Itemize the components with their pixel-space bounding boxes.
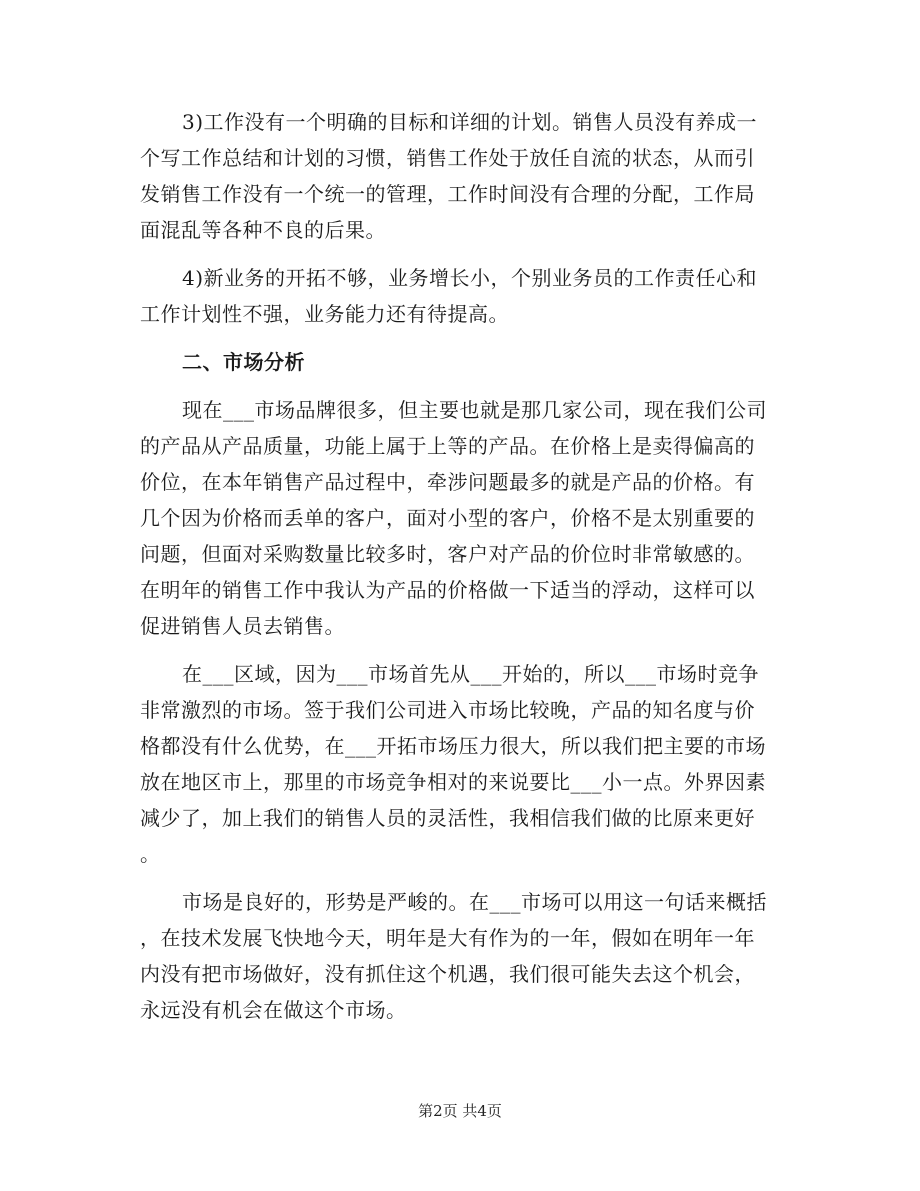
paragraph-market-1 [140,392,780,644]
page-number-footer: 第2页 共4页 [418,1102,502,1120]
paragraph-market-2 [140,656,780,872]
text-line: 非常激烈的市场。签于我们公司进入市场比较晚，产品的知名度与价 [140,698,755,722]
text-line: ，在技术发展飞快地今天，明年是大有作为的一年，假如在明年一年 [140,926,755,950]
text-line: 促进销售人员去销售。 [140,614,345,638]
section-heading: 二、市场分析 [182,350,305,374]
paragraph-3 [140,104,780,248]
text-line: 个写工作总结和计划的习惯，销售工作处于放任自流的状态，从而引 [140,146,755,170]
text-line: 4)新业务的开拓不够，业务增长小，个别业务员的工作责任心和 [182,266,758,290]
text-line: 价位，在本年销售产品过程中，牵涉问题最多的就是产品的价格。有 [140,470,755,494]
text-line: 永远没有机会在做这个市场。 [140,998,407,1022]
text-line: 市场是良好的，形势是严峻的。在___市场可以用这一句话来概括 [182,890,767,914]
paragraph-market-3 [140,884,780,1028]
text-line: 。 [140,842,161,866]
text-line: 发销售工作没有一个统一的管理，工作时间没有合理的分配，工作局 [140,182,755,206]
text-line: 的产品从产品质量，功能上属于上等的产品。在价格上是卖得偏高的 [140,434,755,458]
text-line: 在明年的销售工作中我认为产品的价格做一下适当的浮动，这样可以 [140,578,755,602]
text-line: 内没有把市场做好，没有抓住这个机遇，我们很可能失去这个机会， [140,962,755,986]
document-body [140,104,780,1040]
text-line: 问题，但面对采购数量比较多时，客户对产品的价位时非常敏感的。 [140,542,755,566]
text-line: 减少了，加上我们的销售人员的灵活性，我相信我们做的比原来更好 [140,806,755,830]
text-line: 现在___市场品牌很多，但主要也就是那几家公司，现在我们公司 [182,398,767,422]
text-line: 几个因为价格而丢单的客户，面对小型的客户，价格不是太别重要的 [140,506,755,530]
text-line: 在___区域，因为___市场首先从___开始的，所以___市场时竞争 [182,662,759,686]
text-line: 3)工作没有一个明确的目标和详细的计划。销售人员没有养成一 [182,110,758,134]
paragraph-4 [140,260,780,332]
text-line: 放在地区市上，那里的市场竞争相对的来说要比___小一点。外界因素 [140,770,766,794]
text-line: 格都没有什么优势，在___开拓市场压力很大，所以我们把主要的市场 [140,734,766,758]
text-line: 面混乱等各种不良的后果。 [140,218,386,242]
text-line: 工作计划性不强，业务能力还有待提高。 [140,302,509,326]
